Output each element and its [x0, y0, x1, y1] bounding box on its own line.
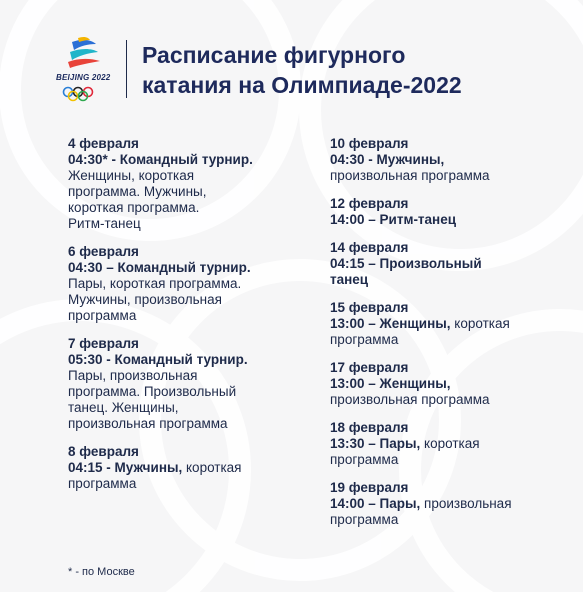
schedule-line-text: произвольная программа [68, 416, 228, 431]
schedule-line-bold: 13:00 – Женщины, [330, 376, 451, 391]
schedule-line [68, 368, 308, 384]
page-title [142, 40, 562, 100]
schedule-line-text: Ритм-танец [68, 216, 141, 231]
schedule-date: 17 февраля [330, 360, 409, 375]
schedule-line-text: Женщины, короткая [68, 168, 195, 183]
schedule-line [68, 308, 308, 324]
schedule-entry [330, 136, 570, 184]
schedule-line [68, 260, 308, 276]
schedule-right-column [330, 136, 570, 540]
schedule-line-text: программа [68, 308, 137, 323]
schedule-line-bold: 14:00 – Ритм-танец [330, 212, 457, 227]
schedule-entry [330, 420, 570, 468]
header-divider [126, 40, 127, 98]
schedule-line [330, 272, 570, 288]
schedule-line [330, 168, 570, 184]
schedule-line-bold: 04:15 – Произвольный [330, 256, 482, 271]
schedule-line-text: танец. Женщины, [68, 400, 179, 415]
schedule-date: 10 февраля [330, 136, 409, 151]
schedule-line-bold: 04:30* - Командный турнир. [68, 152, 253, 167]
olympic-rings-icon [62, 86, 102, 102]
schedule-entry [330, 196, 570, 228]
schedule-line-text: программа. Мужчины, [68, 184, 207, 199]
schedule-line-text: Пары, произвольная [68, 368, 198, 383]
schedule-line-bold: 13:30 – Пары, [330, 436, 421, 451]
schedule-line [330, 212, 570, 228]
schedule-line [330, 316, 570, 332]
schedule-date: 19 февраля [330, 480, 409, 495]
schedule-line [330, 512, 570, 528]
schedule-entry [330, 300, 570, 348]
beijing-2022-logo [56, 36, 116, 104]
schedule-line [68, 352, 308, 368]
schedule-line-text: программа [330, 332, 399, 347]
schedule-line-text: произвольная программа [330, 392, 490, 407]
schedule-entry [330, 240, 570, 288]
schedule-date: 18 февраля [330, 420, 409, 435]
schedule-line [68, 216, 308, 232]
schedule-line [68, 152, 308, 168]
schedule-entry [68, 336, 308, 432]
schedule-line [330, 496, 570, 512]
title-line-1: Расписание фигурного [142, 42, 406, 68]
schedule-date: 4 февраля [68, 136, 139, 151]
schedule-line-text: короткая [182, 460, 242, 475]
schedule-date: 15 февраля [330, 300, 409, 315]
schedule-line-bold: 04:30 – Командный турнир. [68, 260, 251, 275]
schedule-line-bold: 05:30 - Командный турнир. [68, 352, 248, 367]
schedule-line [68, 460, 308, 476]
schedule-line-text: Мужчины, произвольная [68, 292, 222, 307]
schedule-entry [330, 480, 570, 528]
schedule-line [68, 416, 308, 432]
schedule-line-text: короткая [420, 436, 480, 451]
schedule-date: 8 февраля [68, 444, 139, 459]
schedule-entry [330, 360, 570, 408]
schedule-line-text: программа [330, 452, 399, 467]
schedule-line [330, 152, 570, 168]
schedule-line [68, 476, 308, 492]
schedule-line [68, 276, 308, 292]
schedule-line-bold: 04:15 - Мужчины, [68, 460, 183, 475]
schedule-line [68, 184, 308, 200]
schedule-line-text: произвольная программа [330, 168, 490, 183]
schedule-line [330, 392, 570, 408]
beijing-emblem-icon [64, 36, 104, 72]
schedule-entry [68, 136, 308, 232]
title-line-2: катания на Олимпиаде-2022 [142, 72, 462, 98]
footnote: * - по Москве [68, 566, 135, 578]
schedule-left-column [68, 136, 308, 504]
schedule-line [68, 292, 308, 308]
schedule-entry [68, 444, 308, 492]
schedule-line-bold: танец [330, 272, 369, 287]
schedule-line [330, 332, 570, 348]
schedule-line-bold: 14:00 – Пары, [330, 496, 421, 511]
schedule-line [330, 256, 570, 272]
schedule-line-text: Пары, короткая программа. [68, 276, 242, 291]
schedule-line-text: программа [68, 476, 137, 491]
schedule-line-text: программа [330, 512, 399, 527]
schedule-line-bold: 13:00 – Женщины, [330, 316, 451, 331]
schedule-date: 6 февраля [68, 244, 139, 259]
schedule-date: 7 февраля [68, 336, 139, 351]
schedule-date: 12 февраля [330, 196, 409, 211]
schedule-line [68, 168, 308, 184]
schedule-line [330, 436, 570, 452]
schedule-line [330, 452, 570, 468]
schedule-line-bold: 04:30 - Мужчины, [330, 152, 445, 167]
schedule-line-text: произвольная [420, 496, 512, 511]
schedule-line [330, 376, 570, 392]
schedule-line [68, 400, 308, 416]
schedule-line [68, 384, 308, 400]
schedule-line-text: короткая программа. [68, 200, 200, 215]
schedule-date: 14 февраля [330, 240, 409, 255]
schedule-line-text: программа. Произвольный [68, 384, 237, 399]
logo-text: BEIJING 2022 [56, 73, 111, 82]
header [56, 36, 556, 106]
schedule-entry [68, 244, 308, 324]
schedule-line [68, 200, 308, 216]
schedule-line-text: короткая [450, 316, 510, 331]
